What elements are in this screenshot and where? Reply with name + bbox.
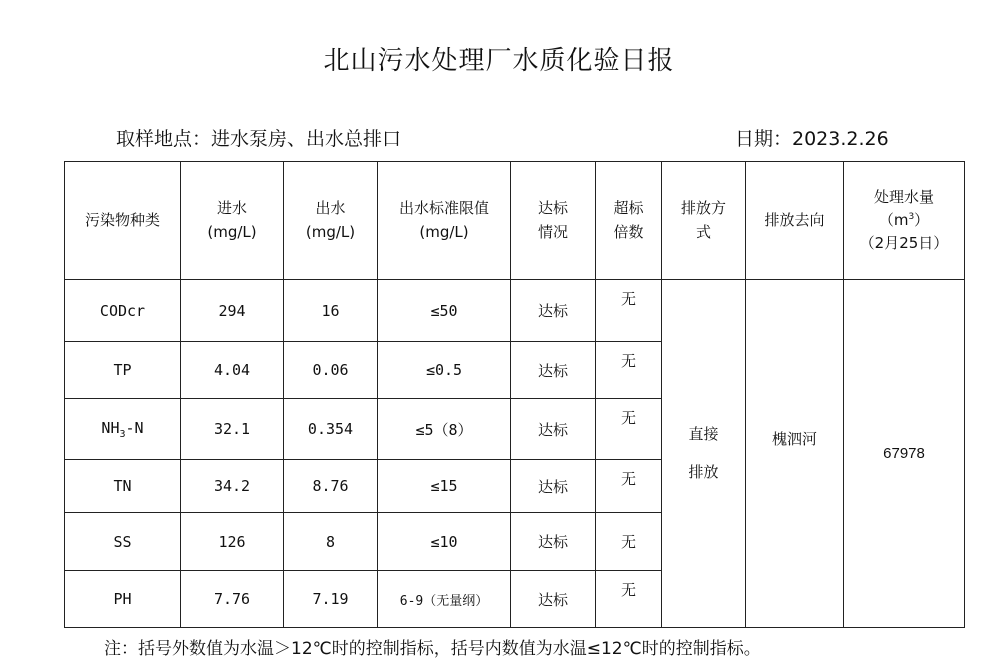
header-discharge-line1: 排放方 xyxy=(680,199,726,218)
header-volume-line1: 处理水量 xyxy=(873,187,934,206)
effluent-cell: 0.354 xyxy=(284,399,378,460)
exceed-cell: 无 xyxy=(596,399,662,460)
pollutant-tail: -N xyxy=(125,418,144,437)
header-limit xyxy=(378,162,511,280)
header-volume-unit-post: ） xyxy=(914,210,930,229)
exceed-cell: 无 xyxy=(596,513,662,571)
header-volume-unit-sup: 3 xyxy=(908,211,915,222)
pollutant-cell: TP xyxy=(65,342,181,399)
header-row xyxy=(65,162,965,280)
influent-cell: 4.04 xyxy=(181,342,284,399)
pollutant-subscript: 3 xyxy=(119,428,126,440)
discharge-method-line1: 直接 xyxy=(688,425,719,443)
header-exceed-line1: 超标 xyxy=(613,199,644,218)
exceed-cell: 无 xyxy=(596,460,662,513)
table-row xyxy=(65,280,965,342)
influent-cell: 32.1 xyxy=(181,399,284,460)
sampling-location: 取样地点：进水泵房、出水总排口 xyxy=(116,128,402,150)
pollutant-cell: CODcr xyxy=(65,280,181,342)
influent-cell: 294 xyxy=(181,280,284,342)
water-quality-table xyxy=(64,161,965,628)
volume-cell: 67978 xyxy=(844,280,965,628)
report-title: 北山污水处理厂水质化验日报 xyxy=(323,46,675,76)
footnote: 注：括号外数值为水温＞12℃时的控制指标，括号内数值为水温≤12℃时的控制指标。 xyxy=(104,639,761,659)
discharge-method-cell xyxy=(662,280,746,628)
status-cell: 达标 xyxy=(511,513,596,571)
effluent-cell: 8.76 xyxy=(284,460,378,513)
status-cell: 达标 xyxy=(511,571,596,628)
pollutant-main: NH xyxy=(101,418,120,437)
influent-cell: 34.2 xyxy=(181,460,284,513)
destination-cell: 槐泗河 xyxy=(746,280,844,628)
effluent-cell: 16 xyxy=(284,280,378,342)
limit-cell: ≤5（8） xyxy=(378,399,511,460)
effluent-cell: 7.19 xyxy=(284,571,378,628)
exceed-cell: 无 xyxy=(596,280,662,342)
header-volume-line3: （2月25日） xyxy=(859,234,949,253)
header-volume-unit-pre: （m xyxy=(878,210,909,229)
header-effluent-label: 出水 xyxy=(315,199,346,218)
pollutant-cell xyxy=(65,399,181,460)
header-destination: 排放去向 xyxy=(746,162,844,280)
discharge-method-line2: 排放 xyxy=(688,462,719,481)
limit-cell: ≤15 xyxy=(378,460,511,513)
header-influent xyxy=(181,162,284,280)
exceed-cell: 无 xyxy=(596,342,662,399)
header-limit-label: 出水标准限值 xyxy=(398,199,489,218)
status-cell: 达标 xyxy=(511,460,596,513)
report-date: 日期：2023.2.26 xyxy=(735,128,889,150)
status-cell: 达标 xyxy=(511,342,596,399)
header-status-line2: 情况 xyxy=(537,222,568,241)
header-influent-unit: (mg/L) xyxy=(207,222,257,241)
pollutant-cell: PH xyxy=(65,571,181,628)
effluent-cell: 8 xyxy=(284,513,378,571)
header-exceed xyxy=(596,162,662,280)
status-cell: 达标 xyxy=(511,280,596,342)
limit-cell: ≤10 xyxy=(378,513,511,571)
effluent-cell: 0.06 xyxy=(284,342,378,399)
pollutant-cell: TN xyxy=(65,460,181,513)
limit-cell: ≤0.5 xyxy=(378,342,511,399)
influent-cell: 7.76 xyxy=(181,571,284,628)
header-pollutant: 污染物种类 xyxy=(65,162,181,280)
header-exceed-line2: 倍数 xyxy=(613,222,644,241)
header-discharge xyxy=(662,162,746,280)
pollutant-cell: SS xyxy=(65,513,181,571)
header-status xyxy=(511,162,596,280)
influent-cell: 126 xyxy=(181,513,284,571)
limit-cell: 6-9（无量纲） xyxy=(378,571,511,628)
limit-cell: ≤50 xyxy=(378,280,511,342)
header-status-line1: 达标 xyxy=(537,199,568,218)
header-effluent xyxy=(284,162,378,280)
header-influent-label: 进水 xyxy=(216,199,247,218)
header-discharge-line2: 式 xyxy=(695,222,711,241)
header-effluent-unit: (mg/L) xyxy=(305,222,356,241)
status-cell: 达标 xyxy=(511,399,596,460)
exceed-cell: 无 xyxy=(596,571,662,628)
header-volume xyxy=(844,162,965,280)
header-limit-unit: (mg/L) xyxy=(419,222,469,241)
header-volume-line2 xyxy=(846,209,962,232)
